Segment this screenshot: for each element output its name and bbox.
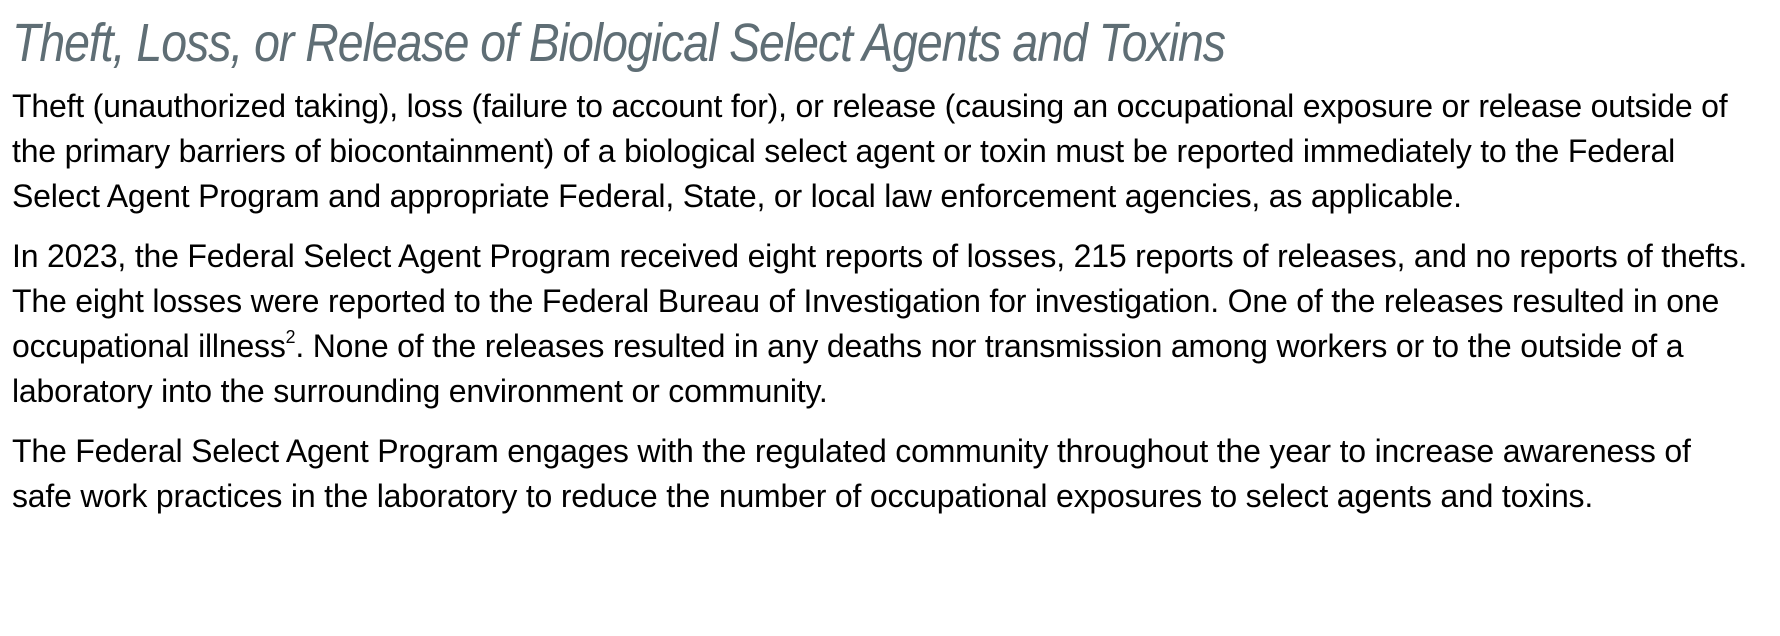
paragraph-outreach: The Federal Select Agent Program engages with the regulated community throughout the year to increase awareness of safe work practices in the laboratory to reduce the number of occupational exposures to select agents and toxins.: [12, 433, 1691, 514]
paragraph-reporting-requirement: Theft (unauthorized taking), loss (failure to account for), or release (causing an occupational exposure or release outside of the primary barriers of biocontainment) of a biological select agent or toxin must be reported immediately to the Federal Select Agent Program and appropriate Federal, State, or local law enforcement agencies, as applicable.: [12, 88, 1728, 214]
section-title: Theft, Loss, or Release of Biological Select Agents and Toxins: [12, 13, 1225, 73]
paragraph-2023-reports: [12, 234, 1748, 414]
paragraph-2023-reports-text-continued: . None of the releases resulted in any deaths nor transmission among workers or to the outside of a laboratory into the surrounding environment or community.: [12, 328, 1684, 409]
footnote-marker[interactable]: 2: [285, 327, 296, 348]
document-section: [12, 8, 1774, 534]
paragraph-2023-reports-text: In 2023, the Federal Select Agent Program received eight reports of losses, 215 reports of releases, and no reports of thefts. The eight losses were reported to the Federal Bureau of Investigation for investigation. One of the releases resulted in one occupational illness: [12, 238, 1748, 364]
